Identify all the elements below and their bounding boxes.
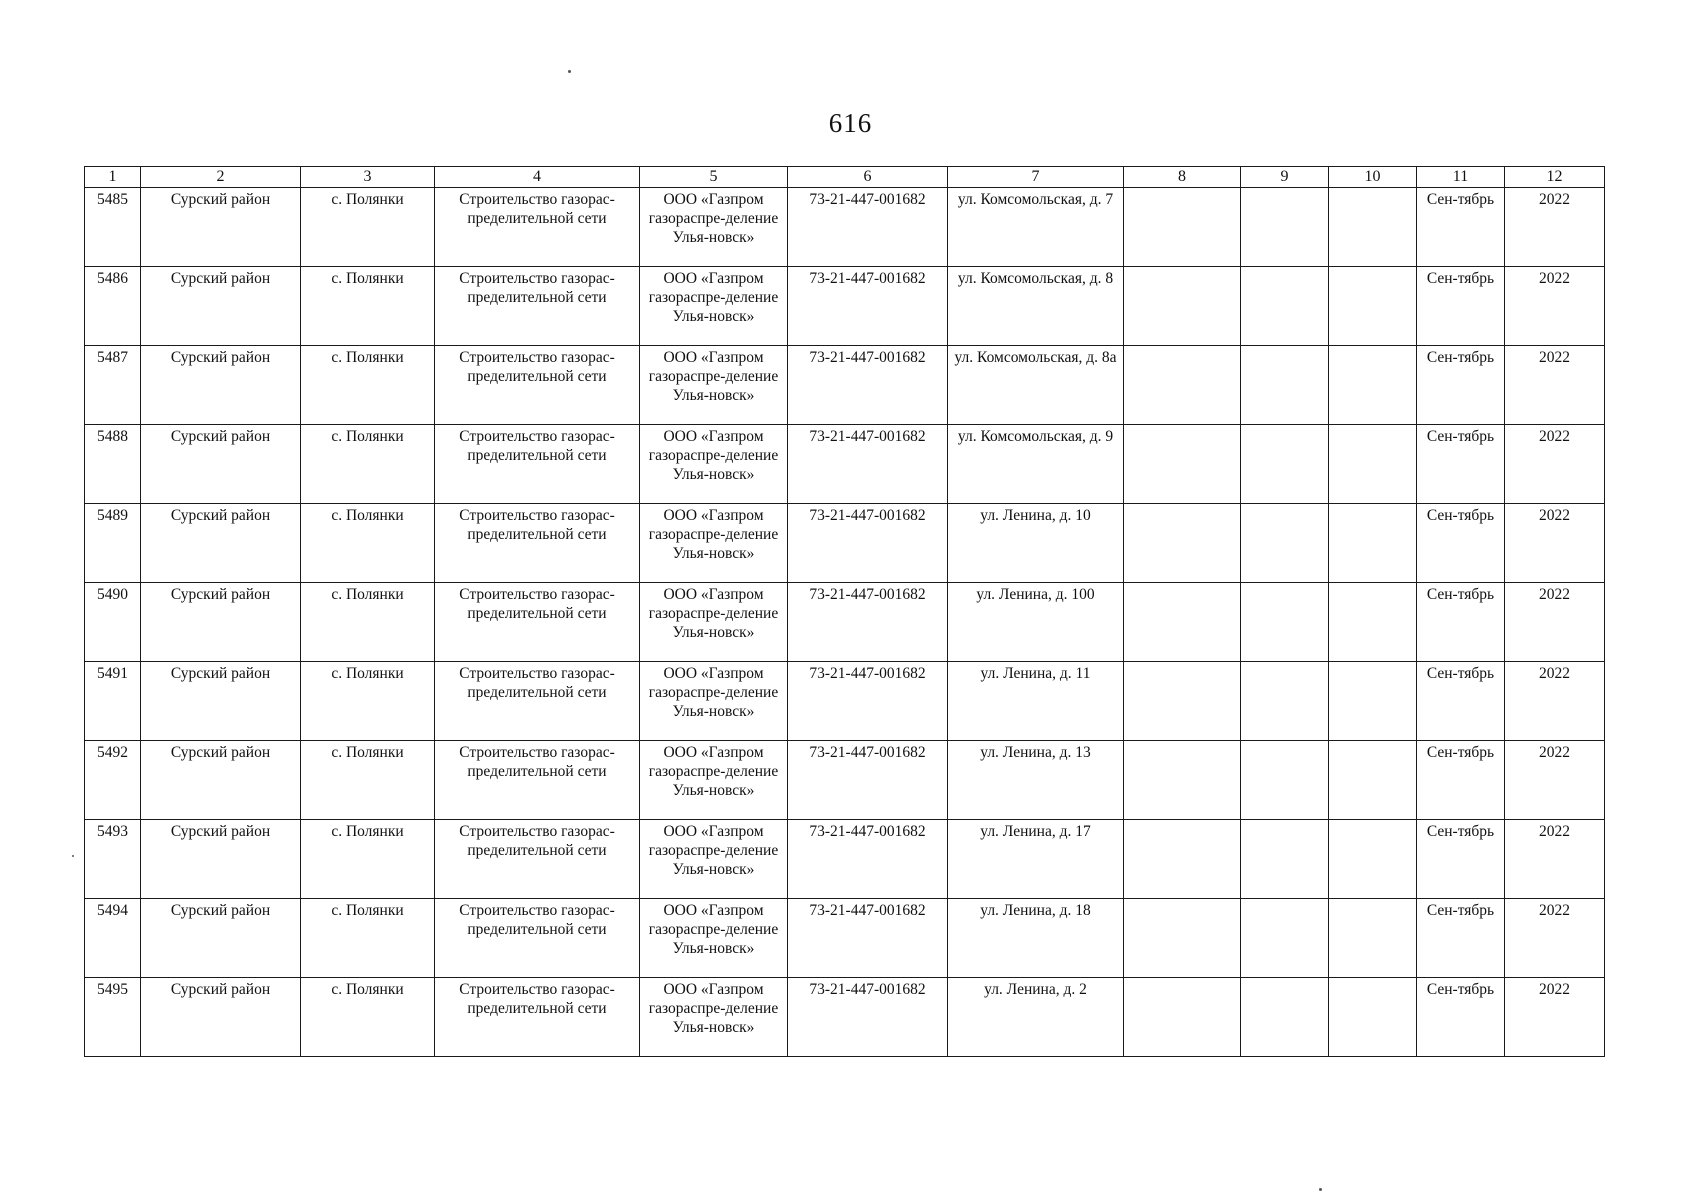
- column-9-cell: [1241, 504, 1329, 583]
- locality-cell: с. Полянки: [301, 504, 435, 583]
- address-cell: ул. Комсомольская, д. 8: [948, 267, 1124, 346]
- district-cell: Сурский район: [141, 741, 301, 820]
- month-cell: Сен-тябрь: [1417, 267, 1505, 346]
- column-9-cell: [1241, 899, 1329, 978]
- row-number-cell: 5490: [85, 583, 141, 662]
- column-10-cell: [1329, 504, 1417, 583]
- address-cell: ул. Ленина, д. 11: [948, 662, 1124, 741]
- work-type-cell: Строительство газорас-пределительной сети: [435, 267, 640, 346]
- locality-cell: с. Полянки: [301, 188, 435, 267]
- table-row: [85, 188, 1605, 267]
- registry-code-cell: 73-21-447-001682: [788, 267, 948, 346]
- scan-speck: [568, 70, 571, 73]
- work-type-cell: Строительство газорас-пределительной сети: [435, 504, 640, 583]
- organization-cell: ООО «Газпром газораспре-деление Улья-новск»: [640, 662, 788, 741]
- address-cell: ул. Комсомольская, д. 9: [948, 425, 1124, 504]
- month-cell: Сен-тябрь: [1417, 899, 1505, 978]
- column-8-cell: [1124, 583, 1241, 662]
- column-10-cell: [1329, 741, 1417, 820]
- scan-speck: [72, 855, 74, 857]
- locality-cell: с. Полянки: [301, 583, 435, 662]
- column-9-cell: [1241, 741, 1329, 820]
- year-cell: 2022: [1505, 504, 1605, 583]
- organization-cell: ООО «Газпром газораспре-деление Улья-новск»: [640, 899, 788, 978]
- address-cell: ул. Ленина, д. 100: [948, 583, 1124, 662]
- district-cell: Сурский район: [141, 978, 301, 1057]
- column-9-cell: [1241, 346, 1329, 425]
- address-cell: ул. Ленина, д. 18: [948, 899, 1124, 978]
- locality-cell: с. Полянки: [301, 267, 435, 346]
- locality-cell: с. Полянки: [301, 741, 435, 820]
- column-10-cell: [1329, 978, 1417, 1057]
- locality-cell: с. Полянки: [301, 425, 435, 504]
- work-type-cell: Строительство газорас-пределительной сети: [435, 899, 640, 978]
- header-row: [85, 167, 1605, 188]
- district-cell: Сурский район: [141, 820, 301, 899]
- column-9-cell: [1241, 188, 1329, 267]
- column-8-cell: [1124, 346, 1241, 425]
- registry-code-cell: 73-21-447-001682: [788, 741, 948, 820]
- column-8-cell: [1124, 899, 1241, 978]
- organization-cell: ООО «Газпром газораспре-деление Улья-новск»: [640, 267, 788, 346]
- district-cell: Сурский район: [141, 504, 301, 583]
- column-header-3: 3: [301, 167, 435, 188]
- month-cell: Сен-тябрь: [1417, 346, 1505, 425]
- row-number-cell: 5492: [85, 741, 141, 820]
- organization-cell: ООО «Газпром газораспре-деление Улья-новск»: [640, 583, 788, 662]
- row-number-cell: 5485: [85, 188, 141, 267]
- column-8-cell: [1124, 425, 1241, 504]
- address-cell: ул. Ленина, д. 13: [948, 741, 1124, 820]
- registry-code-cell: 73-21-447-001682: [788, 188, 948, 267]
- year-cell: 2022: [1505, 662, 1605, 741]
- row-number-cell: 5488: [85, 425, 141, 504]
- locality-cell: с. Полянки: [301, 820, 435, 899]
- column-header-6: 6: [788, 167, 948, 188]
- table-row: [85, 583, 1605, 662]
- column-8-cell: [1124, 504, 1241, 583]
- year-cell: 2022: [1505, 820, 1605, 899]
- month-cell: Сен-тябрь: [1417, 188, 1505, 267]
- column-9-cell: [1241, 267, 1329, 346]
- organization-cell: ООО «Газпром газораспре-деление Улья-новск»: [640, 820, 788, 899]
- column-8-cell: [1124, 188, 1241, 267]
- table-row: [85, 899, 1605, 978]
- table-row: [85, 741, 1605, 820]
- district-cell: Сурский район: [141, 188, 301, 267]
- column-9-cell: [1241, 662, 1329, 741]
- district-cell: Сурский район: [141, 425, 301, 504]
- page-number: 616: [828, 108, 873, 138]
- address-cell: ул. Ленина, д. 10: [948, 504, 1124, 583]
- column-10-cell: [1329, 820, 1417, 899]
- address-cell: ул. Комсомольская, д. 7: [948, 188, 1124, 267]
- district-cell: Сурский район: [141, 899, 301, 978]
- address-cell: ул. Ленина, д. 17: [948, 820, 1124, 899]
- year-cell: 2022: [1505, 583, 1605, 662]
- column-header-8: 8: [1124, 167, 1241, 188]
- locality-cell: с. Полянки: [301, 346, 435, 425]
- column-10-cell: [1329, 188, 1417, 267]
- organization-cell: ООО «Газпром газораспре-деление Улья-новск»: [640, 346, 788, 425]
- row-number-cell: 5494: [85, 899, 141, 978]
- work-type-cell: Строительство газорас-пределительной сети: [435, 583, 640, 662]
- work-type-cell: Строительство газорас-пределительной сети: [435, 978, 640, 1057]
- year-cell: 2022: [1505, 978, 1605, 1057]
- registry-code-cell: 73-21-447-001682: [788, 583, 948, 662]
- table-row: [85, 425, 1605, 504]
- year-cell: 2022: [1505, 425, 1605, 504]
- scan-speck: [1319, 1188, 1322, 1191]
- locality-cell: с. Полянки: [301, 978, 435, 1057]
- column-10-cell: [1329, 899, 1417, 978]
- year-cell: 2022: [1505, 346, 1605, 425]
- column-9-cell: [1241, 978, 1329, 1057]
- column-8-cell: [1124, 267, 1241, 346]
- table-row: [85, 346, 1605, 425]
- table-row: [85, 820, 1605, 899]
- work-type-cell: Строительство газорас-пределительной сети: [435, 820, 640, 899]
- column-10-cell: [1329, 662, 1417, 741]
- column-9-cell: [1241, 425, 1329, 504]
- year-cell: 2022: [1505, 267, 1605, 346]
- column-header-5: 5: [640, 167, 788, 188]
- row-number-cell: 5495: [85, 978, 141, 1057]
- column-10-cell: [1329, 425, 1417, 504]
- column-header-2: 2: [141, 167, 301, 188]
- organization-cell: ООО «Газпром газораспре-деление Улья-новск»: [640, 188, 788, 267]
- registry-code-cell: 73-21-447-001682: [788, 346, 948, 425]
- column-header-10: 10: [1329, 167, 1417, 188]
- year-cell: 2022: [1505, 899, 1605, 978]
- year-cell: 2022: [1505, 741, 1605, 820]
- registry-code-cell: 73-21-447-001682: [788, 899, 948, 978]
- row-number-cell: 5491: [85, 662, 141, 741]
- table-row: [85, 267, 1605, 346]
- district-cell: Сурский район: [141, 583, 301, 662]
- column-9-cell: [1241, 583, 1329, 662]
- table-row: [85, 978, 1605, 1057]
- column-8-cell: [1124, 978, 1241, 1057]
- table-body: [85, 188, 1605, 1057]
- work-type-cell: Строительство газорас-пределительной сети: [435, 662, 640, 741]
- column-9-cell: [1241, 820, 1329, 899]
- district-cell: Сурский район: [141, 346, 301, 425]
- column-8-cell: [1124, 741, 1241, 820]
- month-cell: Сен-тябрь: [1417, 662, 1505, 741]
- registry-code-cell: 73-21-447-001682: [788, 425, 948, 504]
- month-cell: Сен-тябрь: [1417, 741, 1505, 820]
- locality-cell: с. Полянки: [301, 662, 435, 741]
- month-cell: Сен-тябрь: [1417, 583, 1505, 662]
- organization-cell: ООО «Газпром газораспре-деление Улья-новск»: [640, 978, 788, 1057]
- registry-code-cell: 73-21-447-001682: [788, 662, 948, 741]
- column-header-9: 9: [1241, 167, 1329, 188]
- registry-table: [84, 166, 1605, 1057]
- column-header-12: 12: [1505, 167, 1605, 188]
- district-cell: Сурский район: [141, 662, 301, 741]
- organization-cell: ООО «Газпром газораспре-деление Улья-новск»: [640, 425, 788, 504]
- column-header-7: 7: [948, 167, 1124, 188]
- month-cell: Сен-тябрь: [1417, 978, 1505, 1057]
- organization-cell: ООО «Газпром газораспре-деление Улья-новск»: [640, 504, 788, 583]
- work-type-cell: Строительство газорас-пределительной сети: [435, 741, 640, 820]
- column-8-cell: [1124, 662, 1241, 741]
- work-type-cell: Строительство газорас-пределительной сети: [435, 346, 640, 425]
- month-cell: Сен-тябрь: [1417, 820, 1505, 899]
- column-header-1: 1: [85, 167, 141, 188]
- table-row: [85, 504, 1605, 583]
- address-cell: ул. Ленина, д. 2: [948, 978, 1124, 1057]
- registry-code-cell: 73-21-447-001682: [788, 978, 948, 1057]
- column-header-11: 11: [1417, 167, 1505, 188]
- registry-code-cell: 73-21-447-001682: [788, 504, 948, 583]
- table-row: [85, 662, 1605, 741]
- locality-cell: с. Полянки: [301, 899, 435, 978]
- column-10-cell: [1329, 267, 1417, 346]
- column-10-cell: [1329, 346, 1417, 425]
- organization-cell: ООО «Газпром газораспре-деление Улья-новск»: [640, 741, 788, 820]
- registry-code-cell: 73-21-447-001682: [788, 820, 948, 899]
- row-number-cell: 5489: [85, 504, 141, 583]
- column-8-cell: [1124, 820, 1241, 899]
- work-type-cell: Строительство газорас-пределительной сети: [435, 188, 640, 267]
- column-10-cell: [1329, 583, 1417, 662]
- column-header-4: 4: [435, 167, 640, 188]
- work-type-cell: Строительство газорас-пределительной сети: [435, 425, 640, 504]
- row-number-cell: 5486: [85, 267, 141, 346]
- year-cell: 2022: [1505, 188, 1605, 267]
- month-cell: Сен-тябрь: [1417, 504, 1505, 583]
- row-number-cell: 5487: [85, 346, 141, 425]
- month-cell: Сен-тябрь: [1417, 425, 1505, 504]
- district-cell: Сурский район: [141, 267, 301, 346]
- address-cell: ул. Комсомольская, д. 8а: [948, 346, 1124, 425]
- row-number-cell: 5493: [85, 820, 141, 899]
